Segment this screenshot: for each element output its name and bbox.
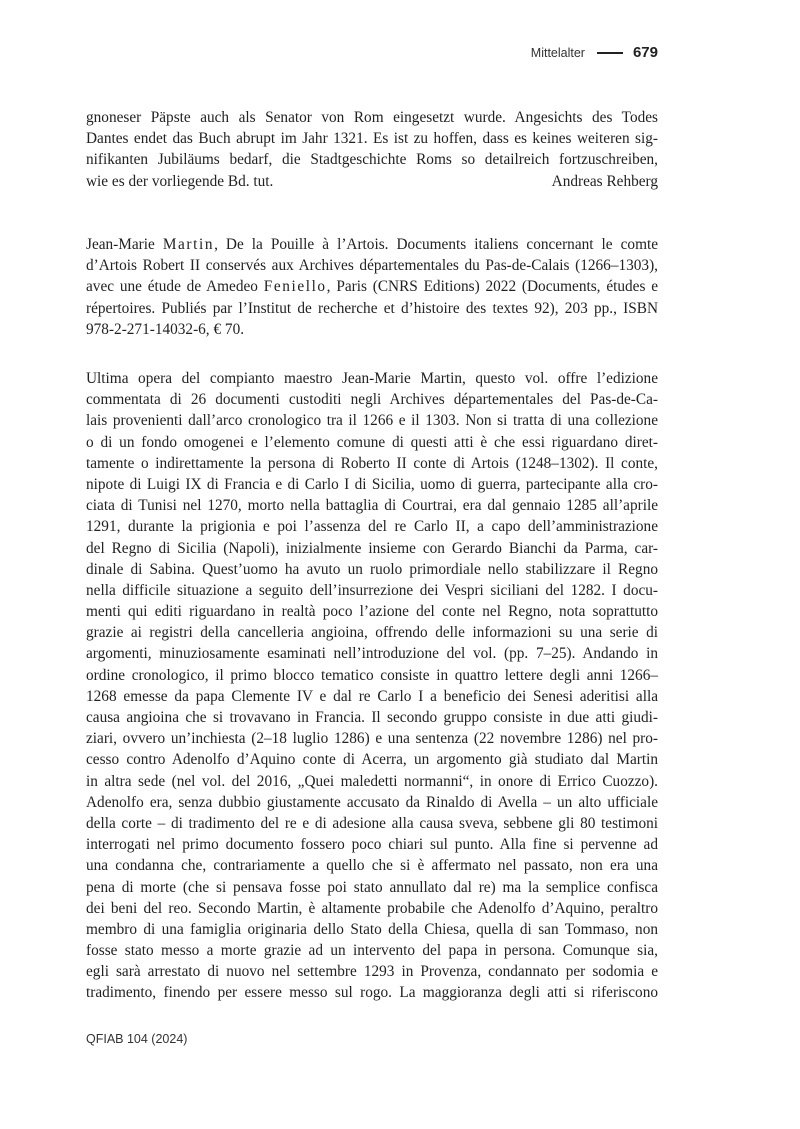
- running-header: [400, 44, 658, 61]
- biblio-line: [86, 276, 658, 297]
- biblio-text: Jean-Marie: [86, 236, 163, 253]
- editor-name: Feniello: [263, 278, 327, 296]
- author-name: Martin: [162, 236, 215, 253]
- biblio-text: avec une étude de Amedeo: [86, 278, 264, 296]
- body-line: 1291, durante la prigionia e poi l’assenza del re Carlo II, a capo dell’amministrazione: [86, 518, 658, 536]
- body-line: cesso contro Adenolfo d’Aquino conte di Acerra, un argomento già studiato dal Martin: [86, 751, 658, 769]
- page-number: 679: [632, 44, 658, 61]
- text-line: gnoneser Päpste auch als Senator von Rom eingesetzt wurde. Angesichts des Todes: [86, 109, 658, 126]
- review-body: [86, 368, 658, 1004]
- body-line: causa angioina che si trovavano in Francia. Il secondo gruppo consiste in due atti giudi-: [86, 709, 658, 726]
- text-line: [86, 171, 658, 192]
- text-line: nifikanten Jubiläums bedarf, die Stadtgeschichte Roms so detailreich fortzuschreiben,: [86, 151, 658, 169]
- body-line: commentata di 26 documenti custoditi negli Archives départementales del Pas-de-Ca-: [86, 391, 658, 409]
- body-line: ordine cronologico, il primo blocco tematico consiste in quattro lettere degli anni 1266–: [86, 666, 658, 684]
- body-line: egli sarà arrestato di nuovo nel settembre 1293 in Provenza, condannato per sodomia e: [86, 963, 658, 981]
- biblio-text: , Paris (CNRS Editions) 2022 (Documents, études e: [326, 278, 658, 296]
- body-line: del Regno di Sicilia (Napoli), inizialmente insieme con Gerardo Bianchi da Parma, car-: [86, 539, 658, 557]
- body-line: grazie ai registri della cancelleria angioina, offrendo delle informazioni su una serie di: [86, 624, 658, 642]
- biblio-line: répertoires. Publiés par l’Institut de recherche et d’histoire des textes 92), 203 pp., ISBN: [86, 299, 658, 317]
- body-line: pena di morte (che si pensava fosse poi stato annullato dal re) ma la semplice confisca: [86, 878, 658, 896]
- body-line: ciata di Tunisi nel 1270, morto nella battaglia di Courtrai, era dal gennaio 1285 all’aprile: [86, 497, 658, 515]
- text-line-end: wie es der vorliegende Bd. tut.: [86, 172, 274, 190]
- body-line: nella difficile situazione a seguito dell’insurrezione dei Vespri siciliani del 1282. I docu-: [86, 581, 658, 599]
- body-line: 1268 emesse da papa Clemente IV e dal re Carlo I a beneficio dei Senesi aderitisi alla: [86, 687, 658, 705]
- body-line: della corte – di tradimento del re e di adesione alla causa sveva, sebbene gli 80 testimoni: [86, 814, 658, 832]
- body-line: dei beni del reo. Secondo Martin, è altamente probabile che Adenolfo d’Aquino, peraltro: [86, 899, 658, 917]
- body-line: fosse stato messo a morte grazie ad un intervento del papa in persona. Comunque sia,: [86, 942, 658, 960]
- biblio-line: d’Artois Robert II conservés aux Archives départementales du Pas-de-Calais (1266–1303),: [86, 257, 658, 275]
- body-line: dinale di Sabina. Quest’uomo ha avuto un ruolo primordiale nello stabilizzare il Regno: [86, 560, 658, 578]
- text-line: Dantes endet das Buch abrupt im Jahr 1321. Es ist zu hoffen, dass es keines weiteren sig-: [86, 130, 658, 148]
- body-line: Ultima opera del compianto maestro Jean-Marie Martin, questo vol. offre l’edizione: [86, 370, 658, 387]
- body-line: tamente o indirettamente la persona di Roberto II conte di Artois (1248–1302). Il conte,: [86, 454, 658, 472]
- biblio-text: , De la Pouille à l’Artois. Documents italiens concernant le comte: [214, 236, 659, 253]
- reviewer-signature: Andreas Rehberg: [551, 172, 658, 190]
- body-line: menti qui editi riguardano in realtà poco l’azione del conte nel Regno, nota soprattutto: [86, 603, 658, 621]
- body-line: nipote di Luigi IX di Francia e di Carlo I di Sicilia, uomo di guerra, partecipante alla cro-: [86, 475, 658, 493]
- header-rule: [597, 52, 623, 54]
- body-line: ziari, ovvero un’inchiesta (2–18 luglio 1286) e una sentenza (22 novembre 1286) nel pro-: [86, 730, 658, 748]
- body-line: membro di una famiglia originaria dello Stato della Chiesa, quella di san Tommaso, non: [86, 920, 658, 938]
- biblio-line: 978-2-271-14032-6, € 70.: [86, 320, 245, 338]
- body-line: lais provenienti dall’arco cronologico tra il 1266 e il 1303. Non si tratta di una collezione: [86, 412, 658, 430]
- bibliographic-entry: [86, 234, 658, 340]
- body-line: Adenolfo era, senza dubbio giustamente accusato da Rinaldo di Avella – un alto ufficiale: [86, 793, 658, 811]
- body-line: una condanna che, contrariamente a quello che si è affermato nel passato, non era una: [86, 857, 658, 875]
- journal-footer: QFIAB 104 (2024): [86, 1032, 188, 1046]
- body-line: interrogati nel primo documento fossero poco chiari sul punto. Alla fine si pervenne ad: [86, 836, 658, 854]
- body-line: in altra sede (nel vol. del 2016, „Quei maledetti normanni“, in onore di Errico Cuozzo).: [86, 772, 658, 790]
- biblio-line: [86, 234, 658, 255]
- body-line: tradimento, finendo per essere messo sul rogo. La maggioranza degli atti si riferiscono: [86, 984, 658, 1002]
- body-line: argomenti, minuziosamente esaminati nell’introduzione del vol. (pp. 7–25). Andando in: [86, 645, 658, 663]
- previous-review-ending: [86, 107, 658, 192]
- body-line: o di un fondo omogenei e l’elemento comune di questi atti è che essi riguardano diret-: [86, 433, 658, 451]
- section-name: Mittelalter: [530, 45, 585, 60]
